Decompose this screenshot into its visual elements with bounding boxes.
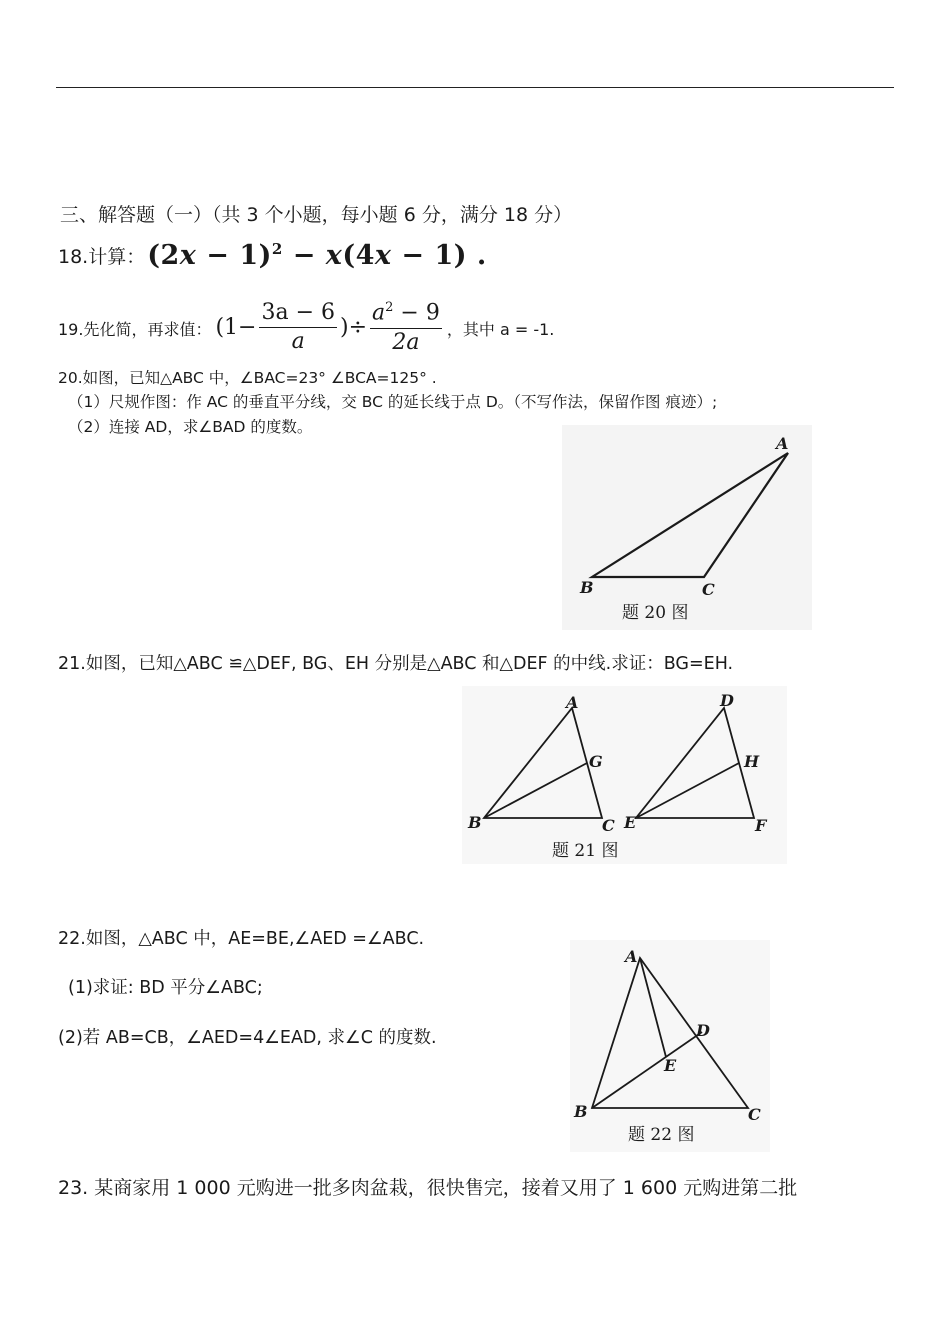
q22-stem: 22.如图，△ABC 中，AE=BE,∠AED =∠ABC. (58, 929, 425, 949)
question-18 (58, 240, 487, 271)
label-e: E (664, 1056, 677, 1075)
label-h: H (744, 752, 760, 771)
label-d: D (696, 1021, 710, 1040)
q20-stem: 20.如图，已知△ABC 中，∠BAC=23° ∠BCA=125° . (58, 369, 437, 387)
figure-21 (462, 686, 787, 864)
q19-tail: ，其中 a = -1. (446, 319, 555, 339)
figure-20-caption: 题 20 图 (622, 603, 689, 623)
figure-22 (570, 940, 770, 1152)
label-b: B (468, 813, 482, 832)
section-header: 三、解答题（一）（共 3 个小题，每小题 6 分，满分 18 分） (60, 204, 573, 226)
q20-part-1: （1）尺规作图：作 AC 的垂直平分线，交 BC 的延长线于点 D。（不写作法，保留作图 痕迹）; (68, 393, 718, 411)
q18-formula: $(2x - 1)^2 - x(4x - 1)$ . (147, 240, 487, 271)
label-c: C (602, 816, 615, 835)
label-b: B (580, 578, 594, 597)
q18-label: 18.计算： (58, 246, 146, 268)
label-c: C (748, 1105, 761, 1124)
figure-20 (562, 425, 812, 630)
q22-part-2: (2)若 AB=CB，∠AED=4∠EAD, 求∠C 的度数. (58, 1028, 437, 1048)
q20-part-2: （2）连接 AD，求∠BAD 的度数。 (68, 418, 313, 436)
label-a: A (776, 434, 789, 453)
label-a: A (625, 947, 638, 966)
question-19 (58, 296, 554, 360)
q21-stem: 21.如图，已知△ABC ≌△DEF, BG、EH 分别是△ABC 和△DEF 的中线.求证：BG=EH. (58, 654, 734, 674)
figure-22-caption: 题 22 图 (628, 1125, 695, 1145)
q19-fraction-2: $\frac{a^2 - 9}{2a}$ (372, 300, 440, 355)
q19-expression: (1− $\frac{3a - 6}{a}$ )÷ $\frac{a^2 - 9}{2a}$ (215, 300, 440, 355)
label-c: C (702, 580, 715, 599)
label-f: F (755, 816, 767, 835)
header-rule (56, 87, 894, 88)
label-g: G (589, 752, 603, 771)
label-e: E (624, 813, 637, 832)
q19-fraction-1: $\frac{3a - 6}{a}$ (261, 300, 335, 355)
label-b: B (574, 1102, 588, 1121)
label-d: D (720, 691, 734, 710)
figure-21-caption: 题 21 图 (552, 841, 619, 861)
label-a: A (566, 693, 579, 712)
q22-part-1: (1)求证: BD 平分∠ABC; (68, 978, 263, 998)
q23-stem: 23. 某商家用 1 000 元购进一批多肉盆栽，很快售完，接着又用了 1 600 元购进第二批 (58, 1177, 798, 1199)
q19-label: 19.先化简，再求值： (58, 319, 212, 339)
